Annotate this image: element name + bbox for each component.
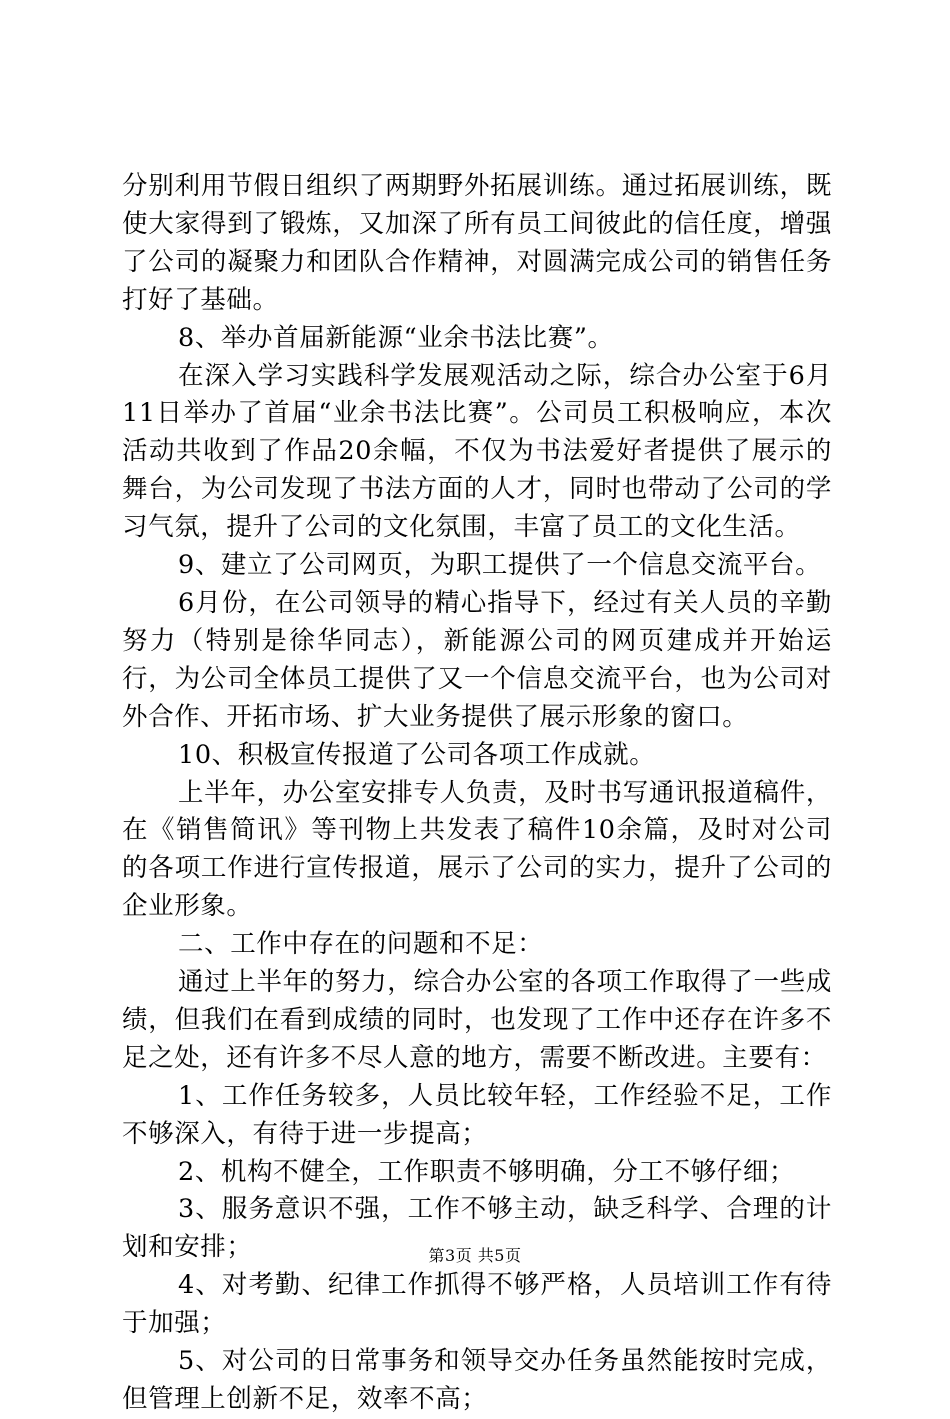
paragraph: 9、建立了公司网页，为职工提供了一个信息交流平台。 xyxy=(178,550,822,581)
page-number: 第3页 共5页 xyxy=(428,1246,522,1265)
list-item: 3、服务意识不强，工作不够主动，缺乏科学、合理的计划和安排； xyxy=(122,1194,832,1263)
paragraph: 上半年，办公室安排专人负责，及时书写通讯报道稿件，在《销售简讯》等刊物上共发表了稿件10余篇，及时对公司的各项工作进行宣传报道，展示了公司的实力，提升了公司的企业形象。 xyxy=(122,777,832,922)
document-body xyxy=(122,168,832,1419)
paragraph: 6月份，在公司领导的精心指导下，经过有关人员的辛勤努力（特别是徐华同志），新能源公司的网页建成并开始运行，为公司全体员工提供了又一个信息交流平台，也为公司对外合作、开拓市场、扩大业务提供了展示形象的窗口。 xyxy=(122,587,832,732)
list-item: 5、对公司的日常事务和领导交办任务虽然能按时完成，但管理上创新不足，效率不高； xyxy=(122,1346,832,1414)
paragraph: 8、举办首届新能源“业余书法比赛”。 xyxy=(178,322,614,353)
list-item: 2、机构不健全，工作职责不够明确，分工不够仔细； xyxy=(178,1156,796,1187)
list-item: 1、工作任务较多，人员比较年轻，工作经验不足，工作不够深入，有待于进一步提高； xyxy=(122,1080,832,1149)
section-heading: 二、工作中存在的问题和不足： xyxy=(178,929,544,960)
paragraph: 分别利用节假日组织了两期野外拓展训练。通过拓展训练，既使大家得到了锻炼，又加深了所有员工间彼此的信任度，增强了公司的凝聚力和团队合作精神，对圆满完成公司的销售任务打好了基础。 xyxy=(122,171,832,315)
paragraph: 通过上半年的努力，综合办公室的各项工作取得了一些成绩，但我们在看到成绩的同时，也发现了工作中还存在许多不足之处，还有许多不尽人意的地方，需要不断改进。主要有： xyxy=(122,967,832,1073)
list-item: 4、对考勤、纪律工作抓得不够严格，人员培训工作有待于加强； xyxy=(122,1270,832,1339)
paragraph: 10、积极宣传报道了公司各项工作成就。 xyxy=(178,739,656,770)
paragraph: 在深入学习实践科学发展观活动之际，综合办公室于6月11日举办了首届“业余书法比赛”。公司员工积极响应，本次活动共收到了作品20余幅，不仅为书法爱好者提供了展示的舞台，为公司发现了书法方面的人才，同时也带动了公司的学习气氛，提升了公司的文化氛围，丰富了员工的文化生活。 xyxy=(122,360,832,543)
